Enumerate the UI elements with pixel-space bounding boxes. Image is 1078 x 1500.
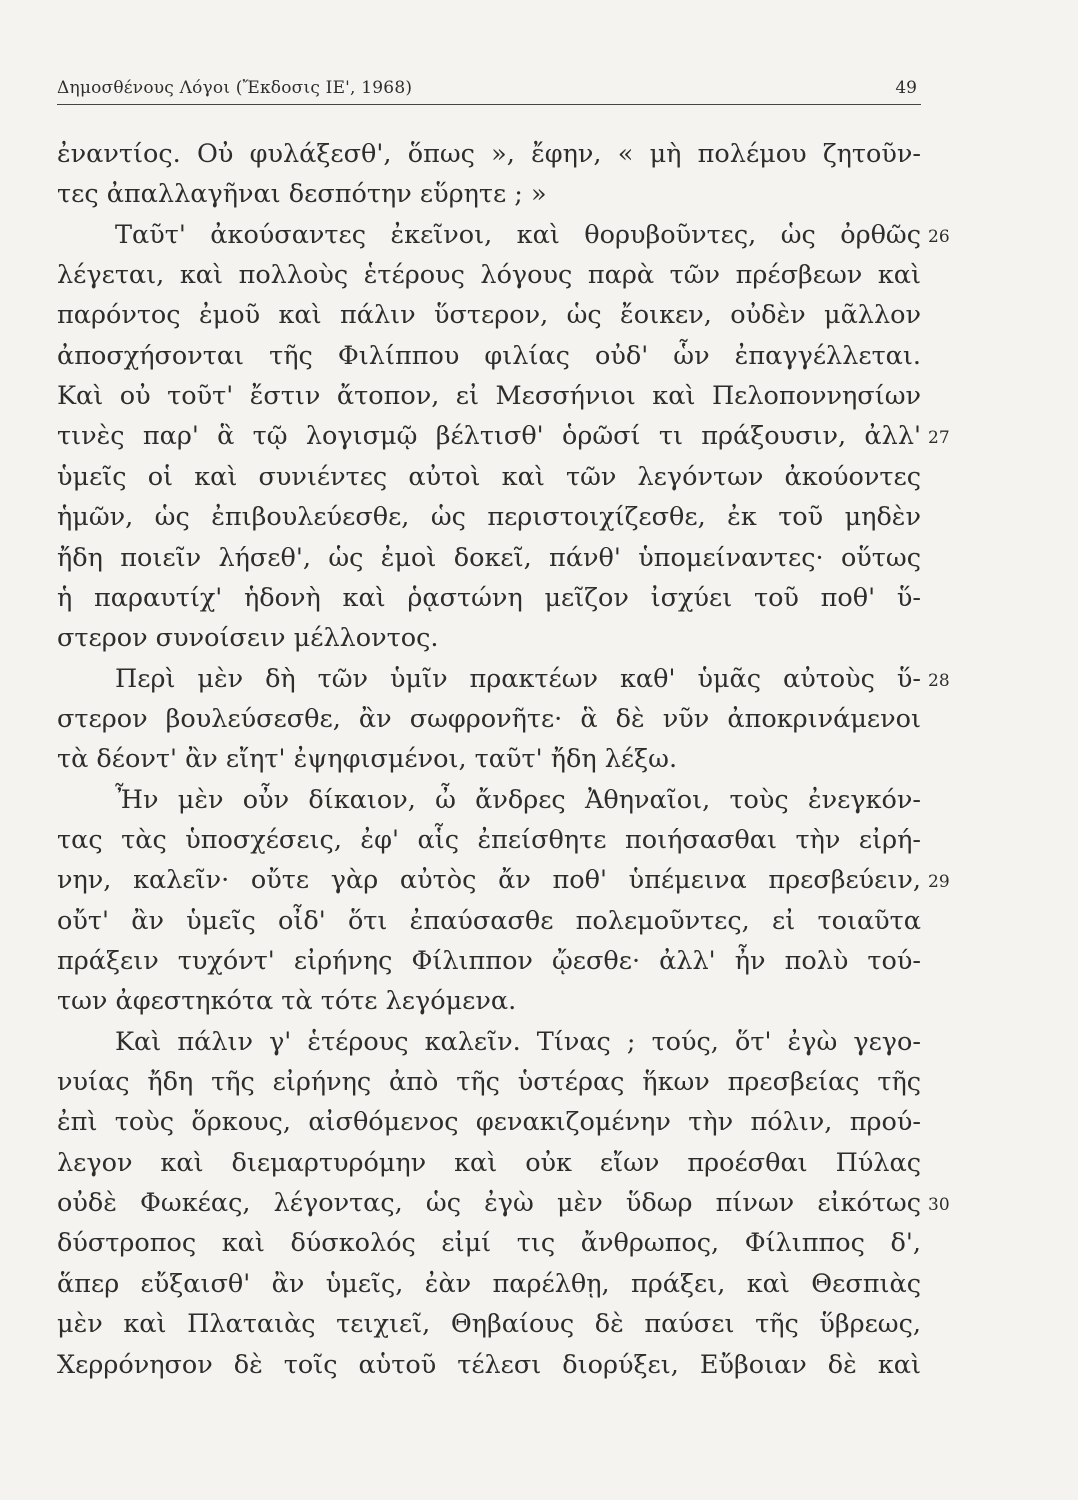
text-line: παρόντος ἐμοῦ καὶ πάλιν ὕστερον, ὡς ἔοικεν, οὐδὲν μᾶλλον (57, 300, 921, 330)
text-line: ἅπερ εὔξαισθ' ἂν ὑμεῖς, ἐὰν παρέλθῃ, πράξει, καὶ Θεσπιὰς (57, 1269, 921, 1299)
text-line: ἀποσχήσονται τῆς Φιλίππου φιλίας οὐδ' ὧν ἐπαγγέλλεται. (57, 341, 921, 371)
text-line: στερον συνοίσειν μέλλοντος. (57, 623, 439, 653)
text-line: τες ἀπαλλαγῆναι δεσπότην εὕρητε ; » (57, 179, 547, 209)
section-number: 30 (928, 1195, 950, 1215)
text-line: στερον βουλεύσεσθε, ἂν σωφρονῆτε· ἃ δὲ νῦν ἀποκρινάμενοι (57, 704, 921, 734)
text-line: λέγεται, καὶ πολλοὺς ἑτέρους λόγους παρὰ τῶν πρέσβεων καὶ (57, 260, 921, 290)
text-line: οὐδὲ Φωκέας, λέγοντας, ὡς ἐγὼ μὲν ὕδωρ πίνων εἰκότως (57, 1188, 921, 1218)
text-line: δύστροπος καὶ δύσκολός εἰμί τις ἄνθρωπος, Φίλιππος δ', (57, 1228, 921, 1258)
text-line: τινὲς παρ' ἃ τῷ λογισμῷ βέλτισθ' ὁρῶσί τι πράξουσιν, ἀλλ' (57, 421, 921, 451)
section-number: 28 (928, 671, 950, 691)
text-line: λεγον καὶ διεμαρτυρόμην καὶ οὐκ εἴων προέσθαι Πύλας (57, 1148, 921, 1178)
text-line: Χερρόνησον δὲ τοῖς αὑτοῦ τέλεσι διορύξει, Εὔβοιαν δὲ καὶ (57, 1350, 921, 1380)
text-line: ὑμεῖς οἱ καὶ συνιέντες αὐτοὶ καὶ τῶν λεγόντων ἀκούοντες (57, 462, 921, 492)
text-line: των ἀφεστηκότα τὰ τότε λεγόμενα. (57, 986, 517, 1016)
section-number: 27 (928, 428, 950, 448)
text-line: Ἦν μὲν οὖν δίκαιον, ὦ ἄνδρες Ἀθηναῖοι, τοὺς ἐνεγκόν- (115, 785, 921, 815)
page-number: 49 (895, 78, 917, 98)
text-line: Καὶ οὐ τοῦτ' ἔστιν ἄτοπον, εἰ Μεσσήνιοι καὶ Πελοποννησίων (57, 381, 921, 411)
text-line: μὲν καὶ Πλαταιὰς τειχιεῖ, Θηβαίους δὲ παύσει τῆς ὕβρεως, (57, 1309, 921, 1339)
text-line: Περὶ μὲν δὴ τῶν ὑμῖν πρακτέων καθ' ὑμᾶς αὐτοὺς ὕ- (115, 664, 921, 694)
text-line: ἐπὶ τοὺς ὅρκους, αἰσθόμενος φενακιζομένην τὴν πόλιν, πρού- (57, 1107, 921, 1137)
text-line: ἡ παραυτίχ' ἡδονὴ καὶ ῥᾳστώνη μεῖζον ἰσχύει τοῦ ποθ' ὕ- (57, 583, 921, 613)
section-number: 26 (928, 227, 950, 247)
running-header-title: Δημοσθένους Λόγοι (Ἔκδοσις ΙΕ', 1968) (57, 78, 413, 98)
text-line: ἐναντίος. Οὐ φυλάξεσθ', ὅπως », ἔφην, « μὴ πολέμου ζητοῦν- (57, 139, 921, 169)
text-line: νην, καλεῖν· οὔτε γὰρ αὐτὸς ἄν ποθ' ὑπέμεινα πρεσβεύειν, (57, 865, 921, 895)
text-line: ἡμῶν, ὡς ἐπιβουλεύεσθε, ὡς περιστοιχίζεσθε, ἐκ τοῦ μηδὲν (57, 502, 921, 532)
text-line: οὔτ' ἂν ὑμεῖς οἶδ' ὅτι ἐπαύσασθε πολεμοῦντες, εἰ τοιαῦτα (57, 906, 921, 936)
running-header (57, 78, 921, 105)
text-line: πράξειν τυχόντ' εἰρήνης Φίλιππον ᾤεσθε· ἀλλ' ἦν πολὺ τού- (57, 946, 921, 976)
section-number: 29 (928, 872, 950, 892)
text-line: ἤδη ποιεῖν λήσεθ', ὡς ἐμοὶ δοκεῖ, πάνθ' ὑπομείναντες· οὕτως (57, 543, 921, 573)
text-line: Ταῦτ' ἀκούσαντες ἐκεῖνοι, καὶ θορυβοῦντες, ὡς ὀρθῶς (115, 220, 921, 250)
text-line: νυίας ἤδη τῆς εἰρήνης ἀπὸ τῆς ὑστέρας ἥκων πρεσβείας τῆς (57, 1067, 921, 1097)
text-line: Καὶ πάλιν γ' ἑτέρους καλεῖν. Τίνας ; τούς, ὅτ' ἐγὼ γεγο- (115, 1027, 921, 1057)
text-line: τας τὰς ὑποσχέσεις, ἐφ' αἷς ἐπείσθητε ποιήσασθαι τὴν εἰρή- (57, 825, 921, 855)
text-line: τὰ δέοντ' ἂν εἴητ' ἐψηφισμένοι, ταῦτ' ἤδη λέξω. (57, 744, 678, 774)
